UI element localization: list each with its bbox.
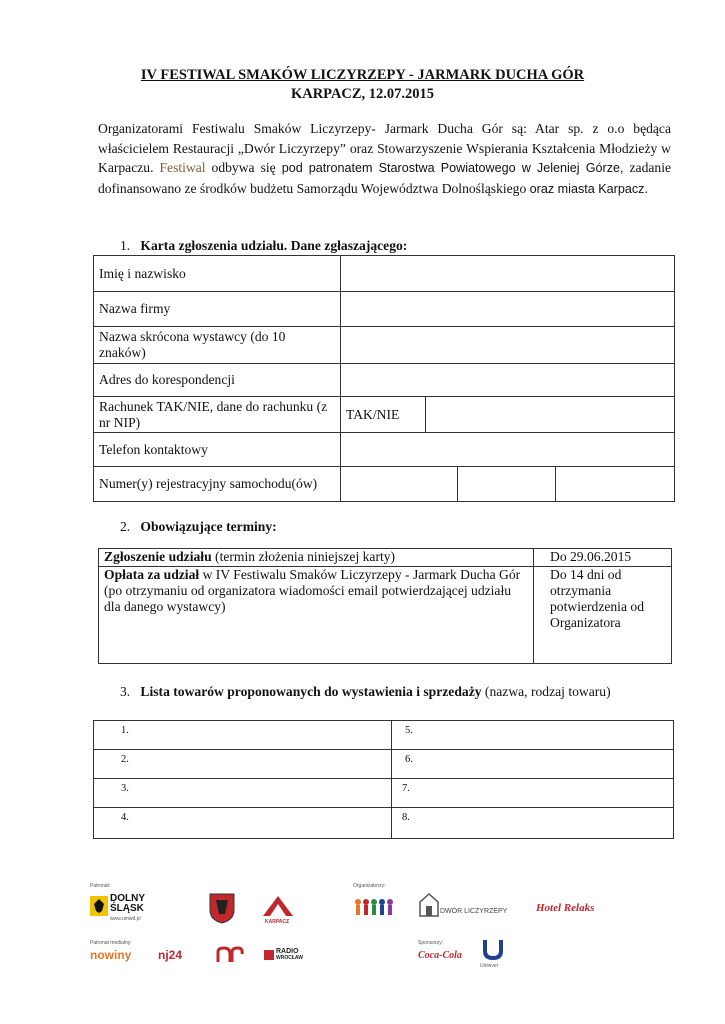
organizatorzy-caption: Organizatorzy:	[353, 883, 386, 889]
form-label-invoice: Rachunek TAK/NIE, dane do rachunku (z nr NIP)	[94, 397, 341, 433]
form-row	[94, 292, 675, 327]
logo-karpacz: KARPACZ	[265, 919, 290, 925]
intro-part-3: odbywa się	[205, 160, 282, 175]
document-title: IV FESTIWAL SMAKÓW LICZYRZEPY - JARMARK DUCHA GÓR	[140, 67, 585, 83]
form-label-short-name: Nazwa skrócona wystawcy (do 10 znaków)	[94, 327, 341, 364]
form-input-name[interactable]	[341, 256, 675, 292]
logo-radio: RADIO	[276, 948, 299, 955]
form-input-plate-2[interactable]	[556, 467, 675, 502]
logo-wroclaw: WROCŁAW	[276, 955, 303, 961]
deadline-payment-label	[99, 567, 534, 664]
sponsorzy-caption: Sponsorzy:	[418, 940, 444, 946]
goods-row	[94, 721, 674, 750]
section2-title: Obowiązujące terminy:	[140, 519, 277, 534]
section2-heading	[120, 519, 277, 535]
section3-suffix: (nazwa, rodzaj towaru)	[481, 684, 611, 699]
deadline-registration-date: Do 29.06.2015	[534, 549, 672, 567]
section3-heading	[120, 684, 611, 700]
intro-part-4: pod patronatem Starostwa Powiatowego w Jeleniej Górze,	[281, 161, 624, 175]
form-input-plate-1[interactable]	[341, 467, 556, 502]
radio-logo-icon	[264, 950, 274, 960]
form-input-short-name[interactable]	[341, 327, 675, 364]
dwor-logo-icon	[418, 892, 440, 918]
section1-heading	[120, 238, 407, 254]
section3-number: 3.	[120, 684, 131, 699]
deadline-payment-bold: Opłata za udział	[104, 567, 200, 582]
form-row	[94, 397, 675, 433]
section2-number: 2.	[120, 519, 131, 534]
logo-cocacola: Coca-Cola	[418, 950, 462, 961]
goods-item-1[interactable]: 1.	[94, 721, 392, 750]
dolny-slask-eagle-icon	[90, 896, 108, 916]
deadline-registration-bold: Zgłoszenie udziału	[104, 549, 212, 564]
logo-dwor: DWÓR LICZYRZEPY	[440, 908, 508, 915]
form-input-invoice[interactable]	[426, 397, 675, 433]
goods-item-7[interactable]: 7.	[392, 779, 674, 808]
form-row	[94, 364, 675, 397]
logo-hotel: Hotel Relaks	[536, 902, 595, 914]
form-input-phone[interactable]	[341, 433, 675, 467]
logo-nj24: nj24	[158, 948, 183, 962]
form-input-address[interactable]	[341, 364, 675, 397]
media-logo-icon	[216, 946, 244, 964]
goods-row	[94, 779, 674, 808]
logos-footer	[88, 878, 648, 978]
deadline-payment-rest: w IV Festiwalu Smaków Liczyrzepy - Jarmark Ducha Gór (po otrzymaniu od organizatora wiadomości email potwierdzającej udziału dla danego wystawcy)	[104, 567, 521, 614]
form-input-company[interactable]	[341, 292, 675, 327]
goods-item-5[interactable]: 5.	[392, 721, 674, 750]
section3-title: Lista towarów proponowanych do wystawienia i sprzedaży	[140, 684, 482, 699]
goods-item-3[interactable]: 3.	[94, 779, 392, 808]
logo-unilever: Unilever	[480, 963, 499, 969]
form-label-phone: Telefon kontaktowy	[94, 433, 341, 467]
intro-part-1: Organizatorami Festiwalu Smaków Liczyrzepy- Jarmark Ducha Gór są: Atar sp. z o.o będąca właścicielem Restauracji „Dwór Liczyrzepy” oraz Stowarzyszenie Wspierania Kształcenia Młodzieży w Karpaczu.	[98, 121, 671, 175]
logo-dolny: DOLNY	[110, 893, 145, 904]
plate-divider	[457, 466, 458, 501]
form-row	[94, 327, 675, 364]
form-invoice-tak-nie[interactable]: TAK/NIE	[341, 397, 426, 433]
form-row	[94, 256, 675, 292]
deadline-row	[99, 549, 672, 567]
goods-item-2[interactable]: 2.	[94, 750, 392, 779]
document-subtitle: KARPACZ, 12.07.2015	[290, 86, 435, 102]
logo-umwd: www.umwd.pl	[110, 916, 141, 922]
goods-row	[94, 750, 674, 779]
intro-part-6: oraz miasta Karpacz.	[529, 181, 648, 196]
section1-title: Karta zgłoszenia udziału. Dane zgłaszającego:	[140, 238, 408, 253]
deadline-payment-date: Do 14 dni od otrzymania potwierdzenia od Organizatora	[534, 567, 672, 664]
deadline-registration-rest: (termin złożenia niniejszej karty)	[211, 549, 396, 564]
intro-paragraph	[98, 119, 671, 199]
form-row	[94, 467, 675, 502]
registration-form-table	[93, 255, 675, 502]
form-label-name: Imię i nazwisko	[94, 256, 341, 292]
goods-item-8[interactable]: 8.	[392, 808, 674, 839]
patronat-medialny-caption: Patronat medialny:	[90, 940, 132, 946]
form-label-address: Adres do korespondencji	[94, 364, 341, 397]
karpacz-logo-icon	[260, 892, 296, 918]
deadlines-table	[98, 548, 672, 664]
section1-number: 1.	[120, 238, 131, 253]
deadline-registration-label	[99, 549, 534, 567]
form-row	[94, 433, 675, 467]
goods-row	[94, 808, 674, 839]
form-label-company: Nazwa firmy	[94, 292, 341, 327]
deadline-row	[99, 567, 672, 664]
form-label-plates: Numer(y) rejestracyjny samochodu(ów)	[94, 467, 341, 502]
logo-slask: ŚLĄSK	[110, 903, 144, 914]
intro-part-5: zadanie dofinansowano ze środków budżetu Samorządu Województwa Dolnośląskiego	[98, 160, 672, 196]
people-logo-icon	[353, 896, 393, 918]
logo-nowiny: nowiny	[90, 948, 132, 962]
goods-item-4[interactable]: 4.	[94, 808, 392, 839]
goods-item-6[interactable]: 6.	[392, 750, 674, 779]
patronat-caption: Patronat:	[90, 883, 111, 889]
coat-of-arms-icon	[208, 892, 236, 924]
unilever-logo-icon	[482, 938, 504, 960]
intro-part-2: Festiwal	[159, 160, 206, 175]
goods-list-table	[93, 720, 674, 839]
